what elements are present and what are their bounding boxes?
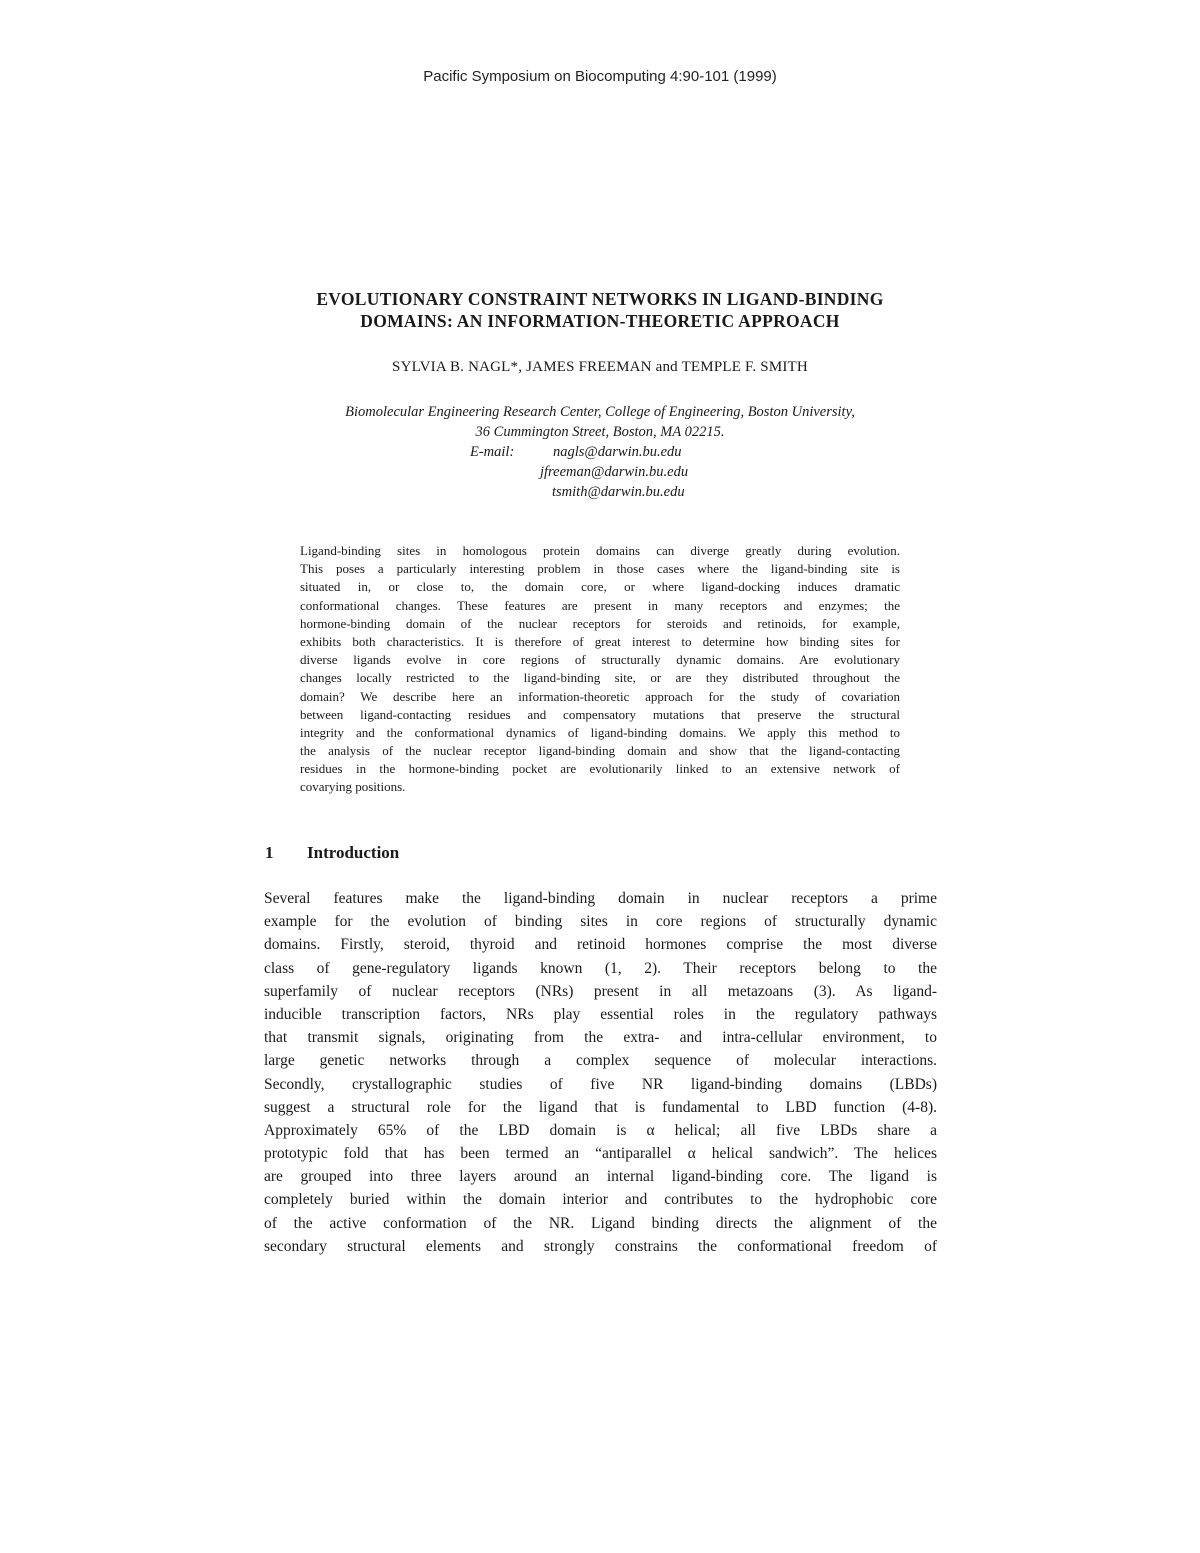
abstract-line: domain? We describe here an information-theoretic approach for the study of covariation [300, 688, 900, 704]
abstract-line: covarying positions. [300, 779, 406, 795]
body-line: suggest a structural role for the ligand that is fundamental to LBD function (4-8). [264, 1098, 937, 1116]
body-paragraph [264, 887, 937, 1258]
abstract-line: This poses a particularly interesting problem in those cases where the ligand-binding site is [300, 561, 900, 577]
abstract-line: Ligand-binding sites in homologous protein domains can diverge greatly during evolution. [300, 543, 900, 558]
affiliation-line-1: Biomolecular Engineering Research Center, College of Engineering, Boston University, [345, 404, 855, 420]
body-line: large genetic networks through a complex sequence of molecular interactions. [264, 1052, 937, 1070]
abstract-line: integrity and the conformational dynamics of ligand-binding domains. We apply this method to [300, 724, 900, 740]
body-line: inducible transcription factors, NRs play essential roles in the regulatory pathways [264, 1005, 937, 1023]
body-line: Secondly, crystallographic studies of five NR ligand-binding domains (LBDs) [264, 1075, 937, 1093]
email-block [200, 442, 1000, 502]
body-line: secondary structural elements and strongly constrains the conformational freedom of [264, 1237, 937, 1255]
affiliation-line-2: 36 Cummington Street, Boston, MA 02215. [475, 424, 725, 440]
abstract [300, 542, 900, 797]
body-line: Approximately 65% of the LBD domain is α helical; all five LBDs share a [264, 1121, 937, 1139]
section-heading [265, 843, 399, 863]
body-line: example for the evolution of binding sites in core regions of structurally dynamic [264, 913, 937, 931]
email-address: jfreeman@darwin.bu.edu [540, 464, 689, 480]
email-address: nagls@darwin.bu.edu [553, 444, 682, 460]
abstract-line: between ligand-contacting residues and compensatory mutations that preserve the structural [300, 706, 900, 722]
body-line: superfamily of nuclear receptors (NRs) present in all metazoans (3). As ligand- [264, 982, 937, 1000]
abstract-line: residues in the hormone-binding pocket are evolutionarily linked to an extensive network of [300, 761, 900, 777]
abstract-line: conformational changes. These features are present in many receptors and enzymes; the [300, 597, 900, 613]
paper-title [200, 288, 1000, 332]
section-number: 1 [265, 843, 274, 862]
body-line: prototypic fold that has been termed an “antiparallel α helical sandwich”. The helices [264, 1145, 937, 1163]
title-line-2: DOMAINS: AN INFORMATION-THEORETIC APPROACH [360, 311, 840, 331]
body-line: domains. Firstly, steroid, thyroid and retinoid hormones comprise the most diverse [264, 936, 937, 954]
author-list: SYLVIA B. NAGL*, JAMES FREEMAN and TEMPLE F. SMITH [392, 359, 808, 375]
affiliation-block [200, 402, 1000, 502]
body-line: are grouped into three layers around an internal ligand-binding core. The ligand is [264, 1168, 937, 1186]
abstract-line: exhibits both characteristics. It is therefore of great interest to determine how binding sites for [300, 633, 900, 649]
abstract-line: hormone-binding domain of the nuclear receptors for steroids and retinoids, for example, [300, 615, 900, 631]
body-line: class of gene-regulatory ligands known (1, 2). Their receptors belong to the [264, 959, 937, 977]
title-line-1: EVOLUTIONARY CONSTRAINT NETWORKS IN LIGAND-BINDING [316, 289, 884, 309]
section-title: Introduction [307, 843, 400, 862]
abstract-line: the analysis of the nuclear receptor ligand-binding domain and show that the ligand-contacting [300, 743, 900, 759]
email-label: E-mail: [470, 444, 515, 460]
running-head: Pacific Symposium on Biocomputing 4:90-101 (1999) [423, 68, 777, 85]
body-line: Several features make the ligand-binding domain in nuclear receptors a prime [264, 890, 937, 907]
body-line: of the active conformation of the NR. Ligand binding directs the alignment of the [264, 1214, 937, 1232]
abstract-line: situated in, or close to, the domain core, or where ligand-docking induces dramatic [300, 579, 900, 595]
email-address: tsmith@darwin.bu.edu [552, 484, 685, 500]
abstract-line: changes locally restricted to the ligand-binding site, or are they distributed throughout the [300, 670, 900, 686]
abstract-line: diverse ligands evolve in core regions of structurally dynamic domains. Are evolutionary [300, 652, 900, 668]
body-line: completely buried within the domain interior and contributes to the hydrophobic core [264, 1191, 937, 1209]
body-line: that transmit signals, originating from the extra- and intra-cellular environment, to [264, 1029, 937, 1047]
